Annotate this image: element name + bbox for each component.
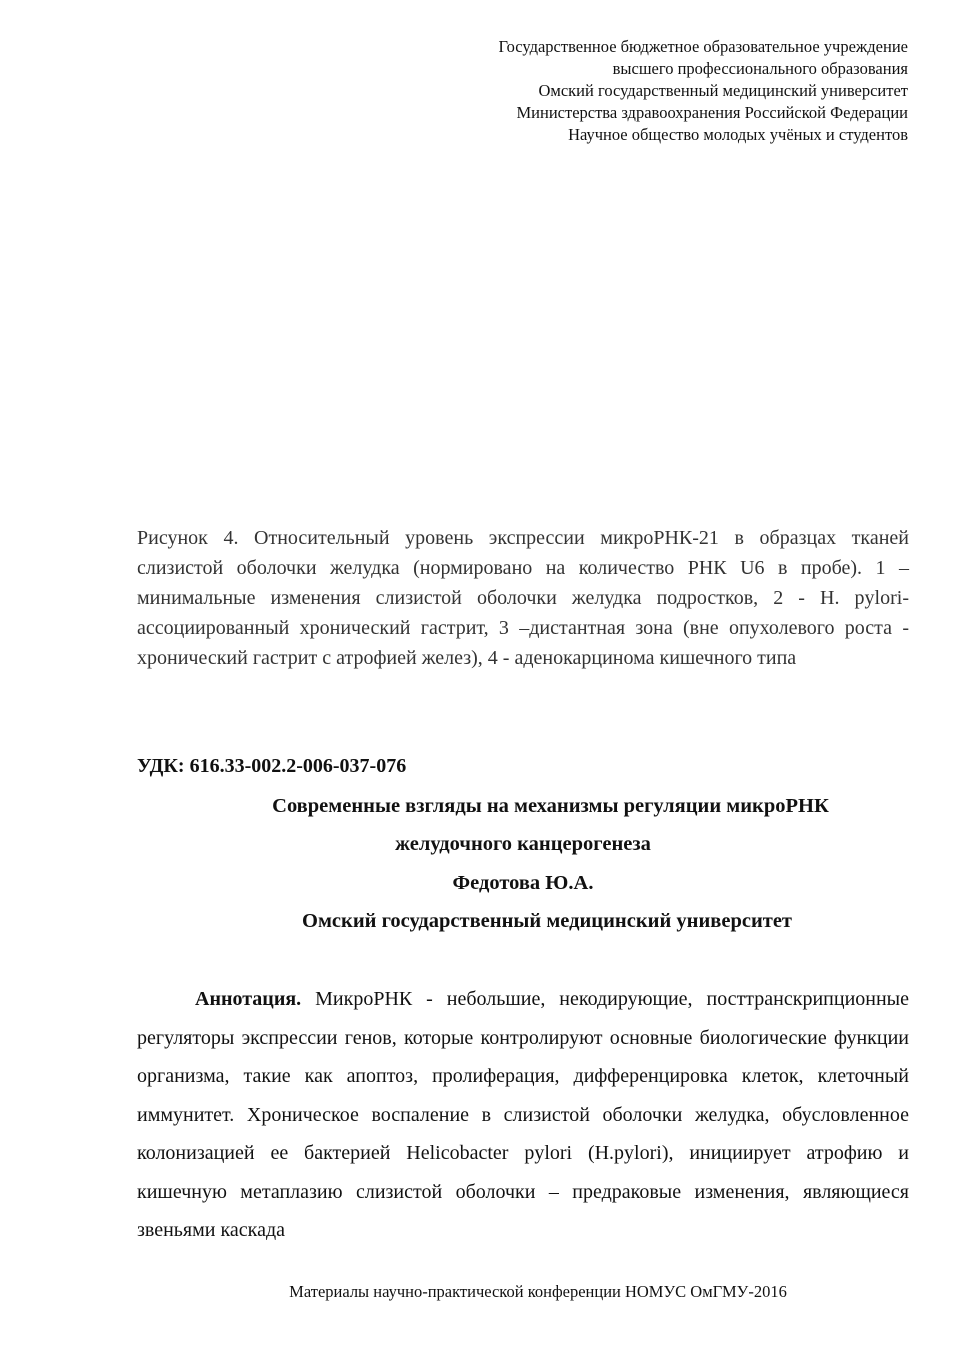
header-line-3: Омский государственный медицинский университет — [538, 81, 908, 100]
article-affiliation: Омский государственный медицинский университет — [302, 910, 792, 932]
abstract-text: МикроРНК - небольшие, некодирующие, посттранскрипционные регуляторы экспрессии генов, которые контролируют основные биологические функции организма, такие как апоптоз, пролиферация, дифференцировка клеток, клеточный иммунитет. Хроническое воспаление в слизистой оболочки желудка, обусловленное колонизацией ее бактерией Helicobacter pylori (H.pylori), инициирует атрофию и кишечную метаплазию слизистой оболочки – предраковые изменения, являющиеся звеньями каскада — [137, 988, 909, 1241]
header-line-4: Министерства здравоохранения Российской Федерации — [516, 103, 908, 122]
abstract-paragraph — [137, 980, 909, 1250]
institution-header — [208, 36, 908, 146]
header-line-1: Государственное бюджетное образовательное учреждение — [498, 37, 908, 56]
header-line-5: Научное общество молодых учёных и студентов — [568, 125, 908, 144]
article-title-line-1: Современные взгляды на механизмы регуляции микроРНК — [272, 795, 829, 817]
abstract-label: Аннотация. — [195, 988, 302, 1010]
figure-caption: Рисунок 4. Относительный уровень экспрессии микроРНК-21 в образцах тканей слизистой оболочки желудка (нормировано на количество РНК U6 в пробе). 1 – минимальные изменения слизистой оболочки желудка подростков, 2 - H. pylori-ассоциированный хронический гастрит, 3 –дистантная зона (вне опухолевого роста - хронический гастрит с атрофией желез), 4 - аденокарцинома кишечного типа — [137, 527, 909, 669]
article-title-line-2: желудочного канцерогенеза — [395, 833, 651, 855]
article-author: Федотова Ю.А. — [452, 872, 594, 894]
udk-code: УДК: 616.33-002.2-006-037-076 — [137, 755, 407, 777]
page-footer: Материалы научно-практической конференции НОМУС ОмГМУ-2016 — [289, 1282, 787, 1301]
header-line-2: высшего профессионального образования — [612, 59, 908, 78]
